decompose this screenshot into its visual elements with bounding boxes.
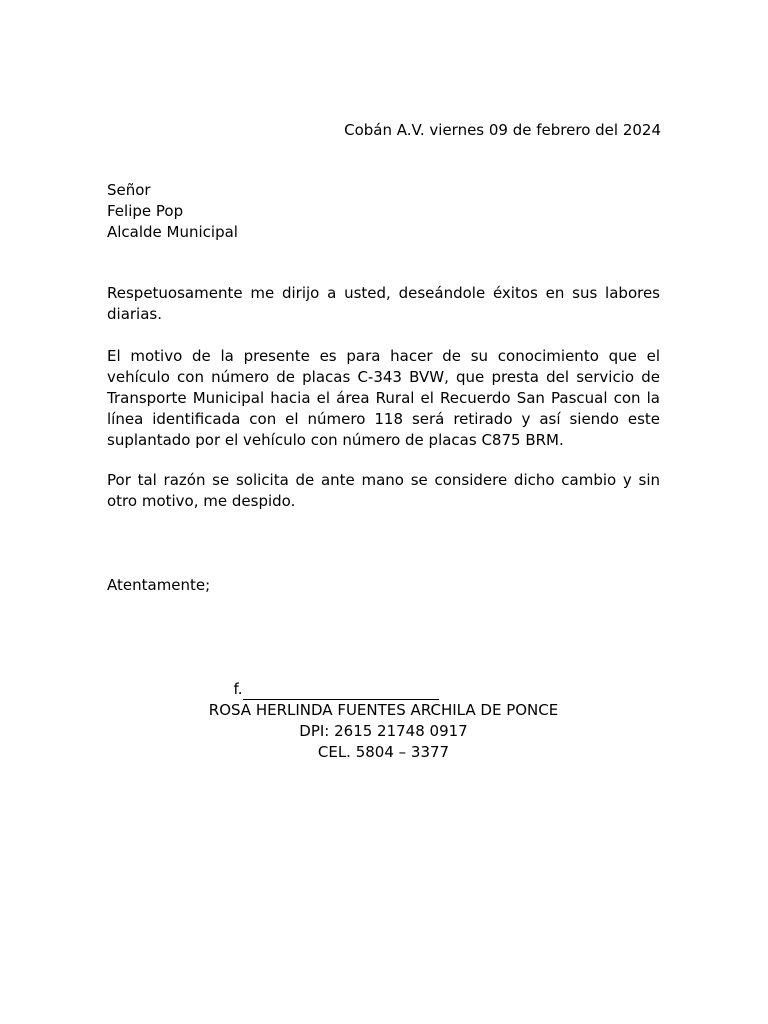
- recipient-title: Alcalde Municipal: [107, 223, 238, 241]
- signer-dpi: DPI: 2615 21748 0917: [299, 722, 468, 740]
- signature-line: [60, 679, 613, 700]
- date-line: Cobán A.V. viernes 09 de febrero del 2024: [344, 121, 661, 139]
- body-paragraph-1: Respetuosamente me dirijo a usted, deseándole éxitos en sus labores diarias.: [107, 284, 660, 323]
- recipient-name: Felipe Pop: [107, 202, 184, 220]
- signer-name: ROSA HERLINDA FUENTES ARCHILA DE PONCE: [208, 701, 559, 719]
- signature-prefix: f.: [233, 680, 243, 698]
- recipient-salutation: Señor: [107, 181, 151, 199]
- signer-phone: CEL. 5804 – 3377: [317, 743, 450, 761]
- signature-block: [107, 679, 660, 763]
- signature-underline: [243, 683, 439, 700]
- body-paragraph-3: Por tal razón se solicita de ante mano se considere dicho cambio y sin otro motivo, me despido.: [107, 471, 660, 510]
- recipient-block: [107, 180, 238, 243]
- body-paragraph-2: El motivo de la presente es para hacer de su conocimiento que el vehículo con número de placas C-343 BVW, que presta del servicio de Transporte Municipal hacia el área Rural el Recuerdo San Pascual con la línea identificada con el número 118 será retirado y así siendo este suplantado por el vehículo con número de placas C875 BRM.: [107, 347, 660, 449]
- closing-text: Atentamente;: [107, 576, 211, 594]
